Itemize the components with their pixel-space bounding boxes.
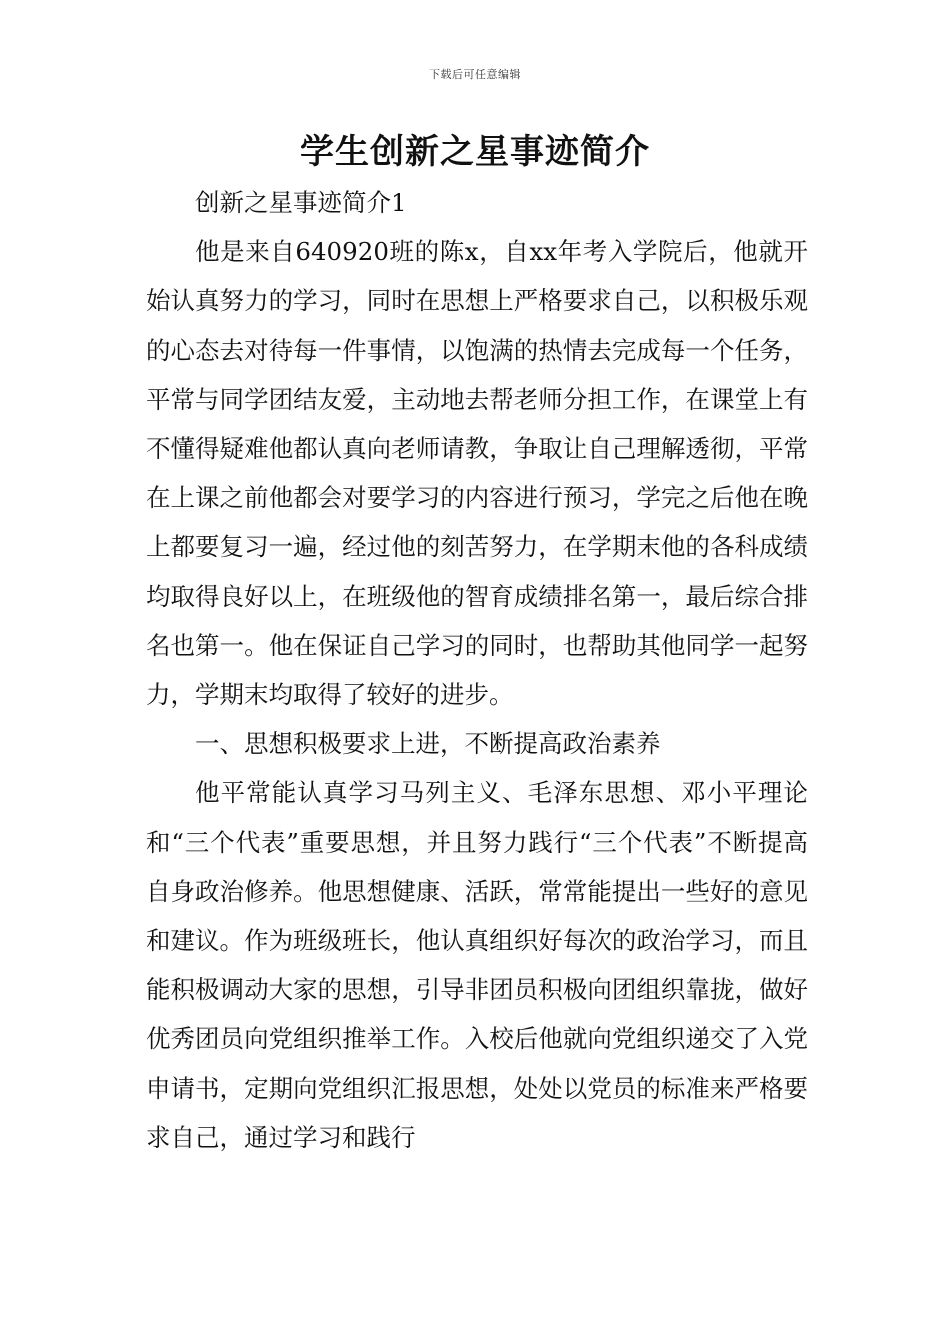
document-title: 学生创新之星事迹简介 (300, 132, 650, 172)
paragraph: 他是来自640920班的陈x，自xx年考入学院后，他就开始认真努力的学习，同时在思想上严格要求自己，以积极乐观的心态去对待每一件事情，以饱满的热情去完成每一个任务，平常与同学团结友爱，主动地去帮老师分担工作，在课堂上有不懂得疑难他都认真向老师请教，争取让自己理解透彻，平常在上课之前他都会对要学习的内容进行预习，学完之后他在晚上都要复习一遍，经过他的刻苦努力，在学期末他的各科成绩均取得良好以上，在班级他的智育成绩排名第一，最后综合排名也第一。他在保证自己学习的同时，也帮助其他同学一起努力，学期末均取得了较好的进步。 (146, 237, 808, 710)
document-body (146, 178, 808, 1162)
subtitle: 创新之星事迹简介1 (195, 188, 407, 217)
header-note: 下载后可任意编辑 (429, 68, 521, 81)
section-heading: 一、思想积极要求上进，不断提高政治素养 (195, 729, 661, 759)
paragraph: 他平常能认真学习马列主义、毛泽东思想、邓小平理论和“三个代表”重要思想，并且努力践行“三个代表”不断提高自身政治修养。他思想健康、活跃，常常能提出一些好的意见和建议。作为班级班长，他认真组织好每次的政治学习，而且能积极调动大家的思想，引导非团员积极向团组织靠拢，做好优秀团员向党组织推举工作。入校后他就向党组织递交了入党申请书，定期向党组织汇报思想，处处以党员的标准来严格要求自己，通过学习和践行 (146, 778, 808, 1152)
